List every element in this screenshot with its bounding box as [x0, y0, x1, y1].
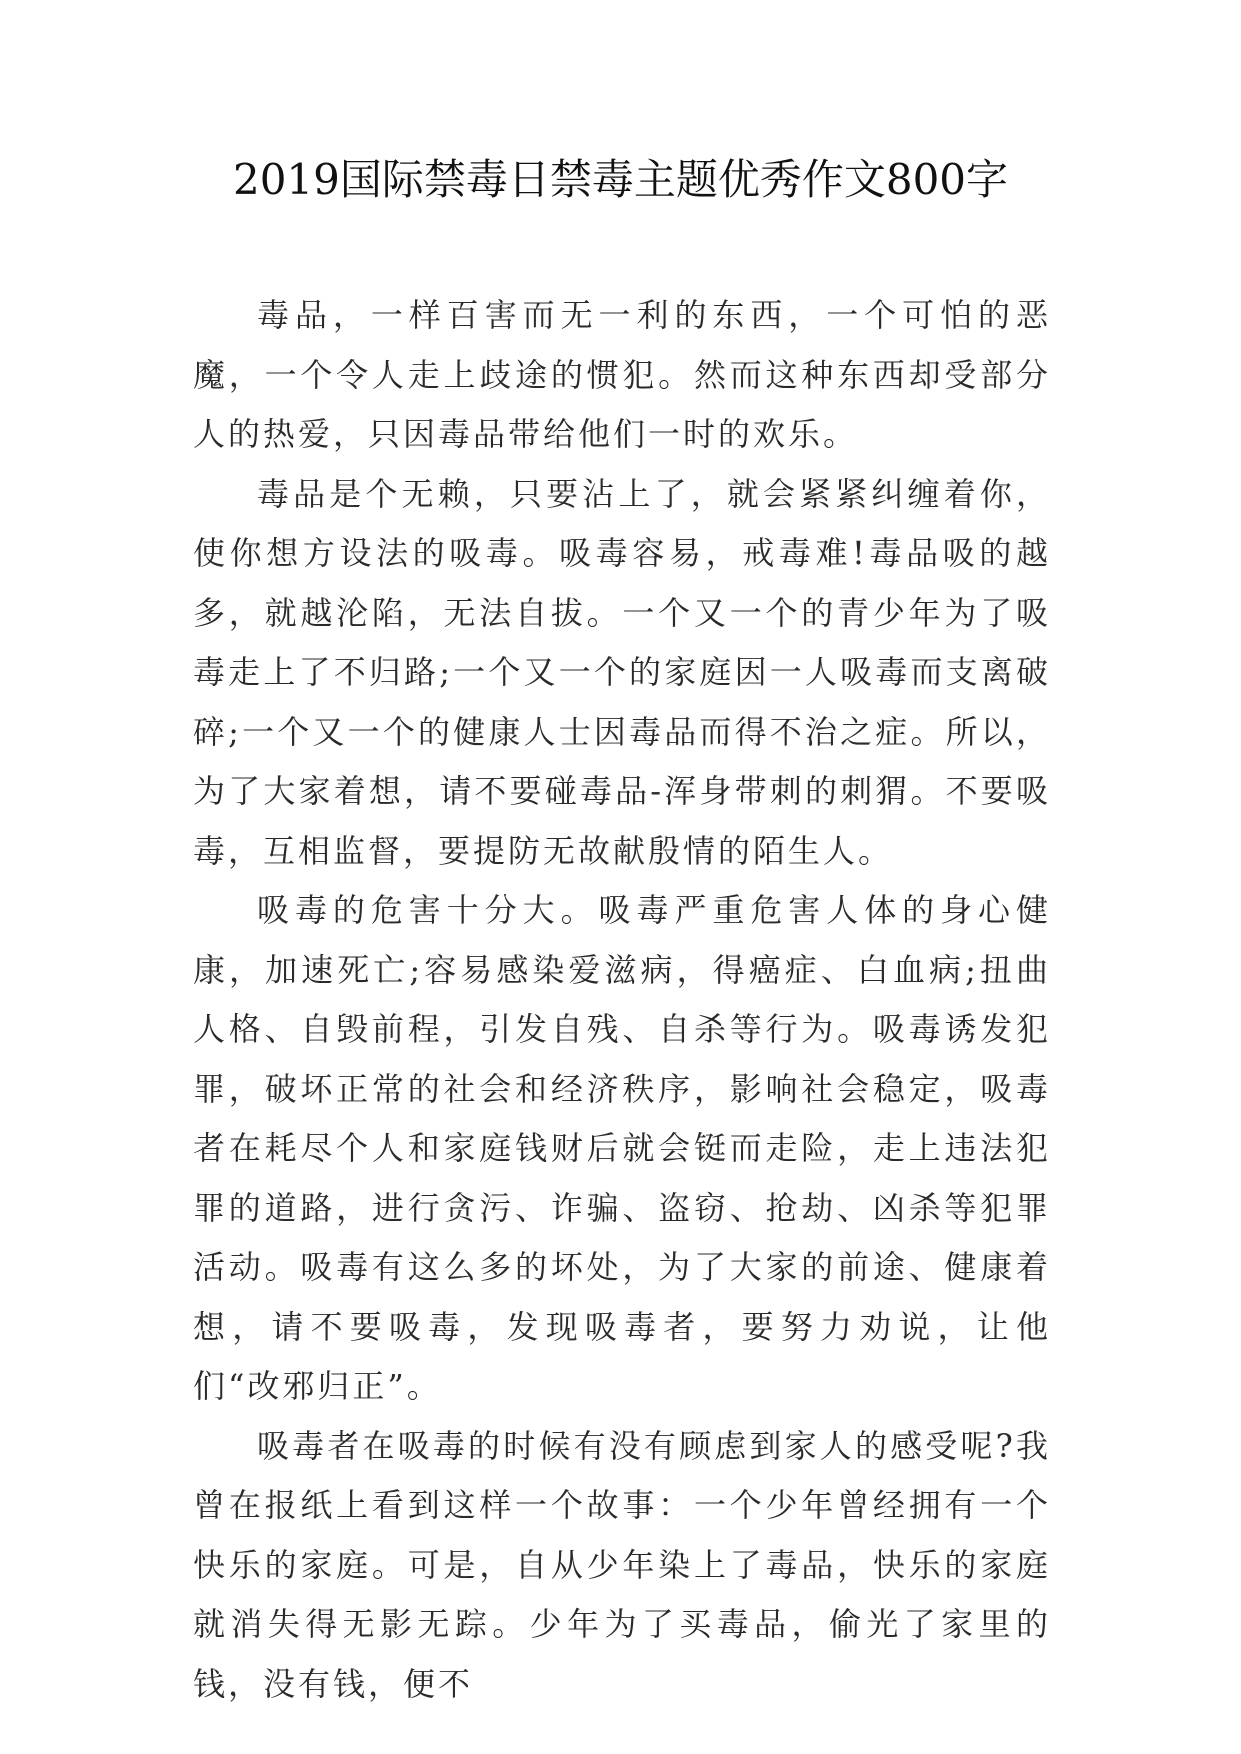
document-title: 2019国际禁毒日禁毒主题优秀作文800字	[232, 155, 1009, 204]
paragraph-3: 吸毒的危害十分大。吸毒严重危害人体的身心健康，加速死亡;容易感染爱滋病，得癌症、白血病;扭曲人格、自毁前程，引发自残、自杀等行为。吸毒诱发犯罪，破坏正常的社会和经济秩序，影响社会稳定，吸毒者在耗尽个人和家庭钱财后就会铤而走险，走上违法犯罪的道路，进行贪污、诈骗、盗窃、抢劫、凶杀等犯罪活动。吸毒有这么多的坏处，为了大家的前途、健康着想，请不要吸毒，发现吸毒者，要努力劝说，让他们“改邪归正”。	[193, 891, 1051, 1405]
document-body	[193, 286, 1051, 1714]
paragraph-4: 吸毒者在吸毒的时候有没有顾虑到家人的感受呢?我曾在报纸上看到这样一个故事：一个少年曾经拥有一个快乐的家庭。可是，自从少年染上了毒品，快乐的家庭就消失得无影无踪。少年为了买毒品，偷光了家里的钱，没有钱，便不	[193, 1426, 1051, 1703]
paragraph-1: 毒品，一样百害而无一利的东西，一个可怕的恶魔，一个令人走上歧途的惯犯。然而这种东西却受部分人的热爱，只因毒品带给他们一时的欢乐。	[193, 296, 1051, 453]
paragraph-2: 毒品是个无赖，只要沾上了，就会紧紧纠缠着你，使你想方设法的吸毒。吸毒容易，戒毒难!毒品吸的越多，就越沦陷，无法自拔。一个又一个的青少年为了吸毒走上了不归路;一个又一个的家庭因一人吸毒而支离破碎;一个又一个的健康人士因毒品而得不治之症。所以，为了大家着想，请不要碰毒品-浑身带刺的刺猬。不要吸毒，互相监督，要提防无故献殷情的陌生人。	[193, 474, 1051, 870]
